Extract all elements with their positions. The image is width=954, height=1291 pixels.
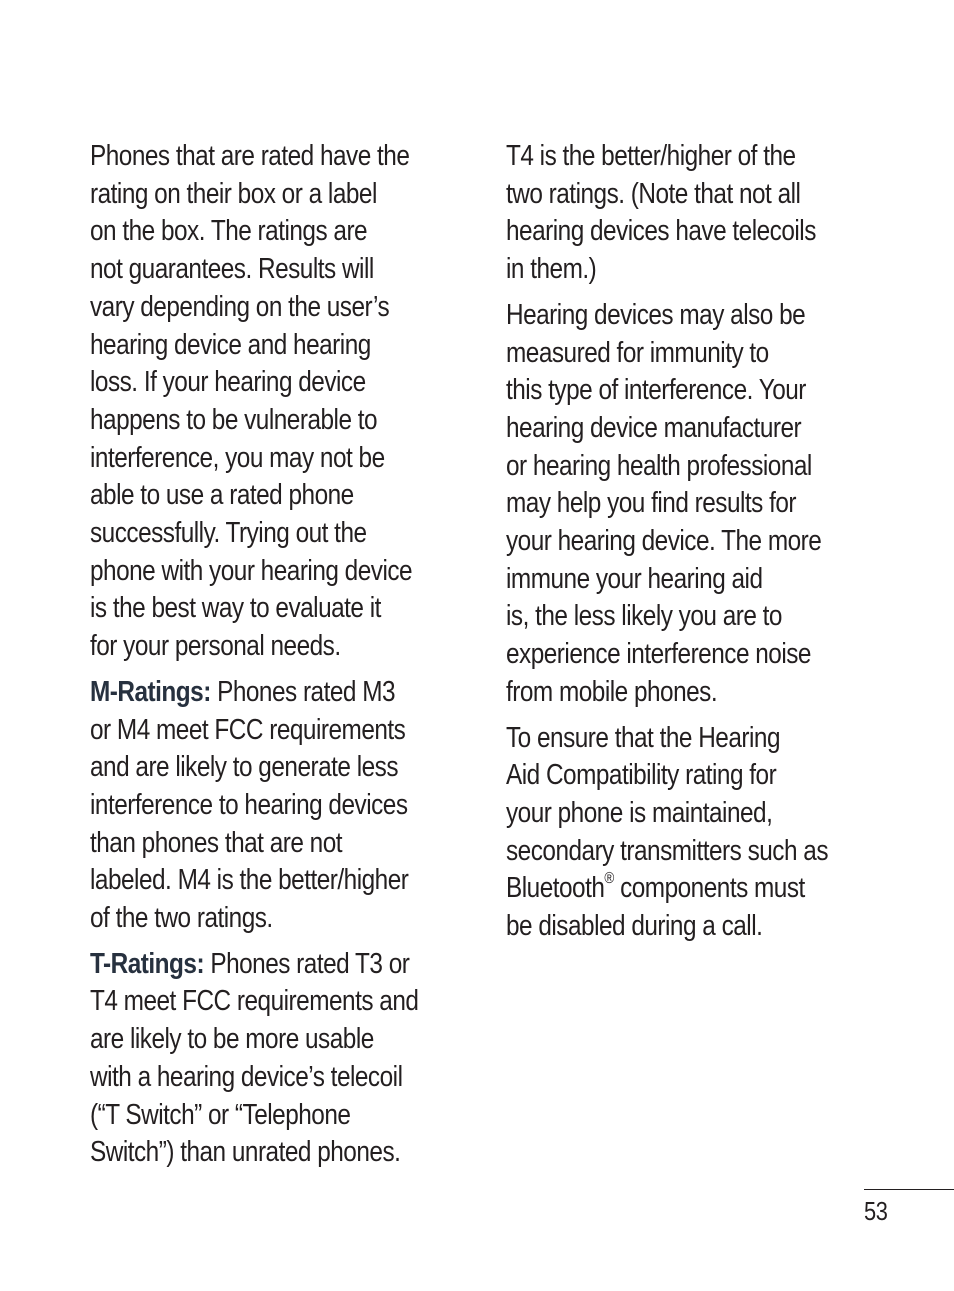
text-line: rating on their box or a label	[90, 177, 377, 210]
text-line: hearing device manufacturer	[506, 411, 802, 444]
registered-mark: ®	[604, 869, 614, 887]
text-line	[90, 674, 460, 712]
t4-paragraph	[506, 138, 876, 289]
text-line: is the best way to evaluate it	[90, 592, 381, 625]
secondary-transmitters-paragraph	[506, 720, 876, 946]
text-line: and are likely to generate less	[90, 751, 399, 784]
footer-rule	[864, 1189, 954, 1190]
text-line: on the box. The ratings are	[90, 215, 368, 248]
text-line: interference to hearing devices	[90, 788, 408, 821]
m-ratings-term: M-Ratings:	[90, 675, 211, 708]
text-line: in them.)	[506, 253, 597, 286]
text-line: (“T Switch” or “Telephone	[90, 1098, 351, 1131]
text-line: are likely to be more usable	[90, 1023, 374, 1056]
text-line: not guarantees. Results will	[90, 253, 374, 286]
text-line: this type of interference. Your	[506, 374, 806, 407]
text-line: your phone is maintained,	[506, 796, 773, 829]
text-line	[506, 870, 876, 908]
t-ratings-paragraph	[90, 946, 460, 1172]
text-line: be disabled during a call.	[506, 910, 763, 943]
text-line: for your personal needs.	[90, 630, 341, 663]
text-line: successfully. Trying out the	[90, 517, 367, 550]
immunity-paragraph	[506, 297, 876, 712]
text-line: labeled. M4 is the better/higher	[90, 864, 409, 897]
text-line: with a hearing device’s telecoil	[90, 1060, 403, 1093]
text-line: To ensure that the Hearing	[506, 721, 780, 754]
text-line: Aid Compatibility rating for	[506, 759, 777, 792]
text-line: hearing device and hearing	[90, 328, 371, 361]
text-line: Hearing devices may also be	[506, 298, 806, 331]
text-line: measured for immunity to	[506, 336, 769, 369]
m-ratings-first-line: Phones rated M3	[210, 675, 396, 708]
text-line: Switch”) than unrated phones.	[90, 1136, 401, 1169]
text-line: interference, you may not be	[90, 441, 385, 474]
text-line: T4 meet FCC requirements and	[90, 985, 419, 1018]
text-line: two ratings. (Note that not all	[506, 177, 801, 210]
text-line: hearing devices have telecoils	[506, 215, 816, 248]
text-line: loss. If your hearing device	[90, 366, 366, 399]
text-line: your hearing device. The more	[506, 525, 822, 558]
text-line: is, the less likely you are to	[506, 600, 782, 633]
page-number: 53	[864, 1196, 888, 1226]
bluetooth-line-rest: components must	[613, 872, 805, 905]
hac-intro-paragraph	[90, 138, 460, 666]
text-line: than phones that are not	[90, 826, 343, 859]
text-line: T4 is the better/higher of the	[506, 140, 796, 172]
text-line: vary depending on the user’s	[90, 290, 390, 323]
left-column	[90, 138, 460, 1180]
text-line: or M4 meet FCC requirements	[90, 713, 406, 746]
text-line: from mobile phones.	[506, 675, 718, 708]
t-ratings-term: T-Ratings:	[90, 947, 205, 980]
text-line: happens to be vulnerable to	[90, 403, 378, 436]
text-line: may help you find results for	[506, 487, 797, 520]
text-line: experience interference noise	[506, 638, 811, 671]
text-line	[90, 946, 460, 984]
text-line: Phones that are rated have the	[90, 140, 410, 172]
text-line: or hearing health professional	[506, 449, 812, 482]
text-line: secondary transmitters such as	[506, 834, 828, 867]
text-line: of the two ratings.	[90, 902, 273, 935]
t-ratings-first-line: Phones rated T3 or	[204, 947, 410, 980]
m-ratings-paragraph	[90, 674, 460, 938]
text-line: able to use a rated phone	[90, 479, 354, 512]
text-line: phone with your hearing device	[90, 554, 413, 587]
bluetooth-word: Bluetooth	[506, 872, 605, 905]
right-column	[506, 138, 876, 954]
text-line: immune your hearing aid	[506, 562, 763, 595]
